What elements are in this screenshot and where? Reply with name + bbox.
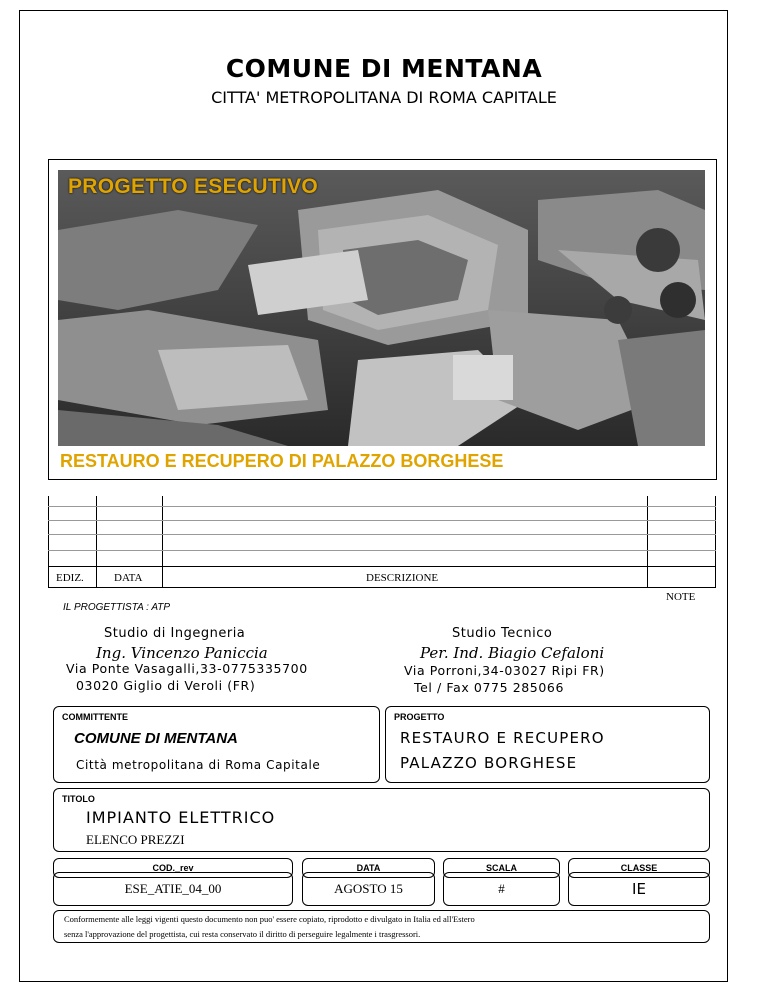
- aerial-photo: [58, 170, 705, 446]
- studio1-name: Ing. Vincenzo Paniccia: [96, 644, 268, 662]
- page-title: COMUNE DI MENTANA: [225, 54, 543, 83]
- revision-table-line: [48, 520, 716, 521]
- page-subtitle: CITTA' METROPOLITANA DI ROMA CAPITALE: [211, 88, 557, 107]
- studio2-name: Per. Ind. Biagio Cefaloni: [420, 644, 605, 662]
- cover-subject: RESTAURO E RECUPERO DI PALAZZO BORGHESE: [60, 451, 504, 471]
- titolo-label: TITOLO: [62, 794, 95, 804]
- data-header: DATA: [302, 858, 435, 878]
- col-data: DATA: [114, 572, 143, 584]
- classe-value: IE: [568, 872, 710, 906]
- titolo-line1: IMPIANTO ELETTRICO: [86, 808, 276, 827]
- studio2-phone: Tel / Fax 0775 285066: [414, 680, 565, 695]
- committente-sub: Città metropolitana di Roma Capitale: [76, 758, 321, 772]
- col-descrizione: DESCRIZIONE: [366, 572, 439, 584]
- progetto-line1: RESTAURO E RECUPERO: [400, 729, 605, 747]
- revision-table-line: [48, 566, 716, 567]
- data-value: AGOSTO 15: [302, 872, 435, 906]
- progetto-label: PROGETTO: [394, 712, 445, 722]
- revision-table-line: [48, 587, 716, 588]
- revision-table-line: [162, 496, 163, 588]
- scala-value: #: [443, 872, 560, 906]
- legal-line1: Conformemente alle leggi vigenti questo documento non puo' essere copiato, riprodotto e divulgato in Italia ed all'Estero: [64, 914, 475, 924]
- legal-notice: [53, 910, 710, 943]
- revision-table-line: [715, 496, 716, 588]
- studio1-city: 03020 Giglio di Veroli (FR): [76, 678, 256, 693]
- classe-header: CLASSE: [568, 858, 710, 878]
- committente-label: COMMITTENTE: [62, 712, 128, 722]
- designer-label: IL PROGETTISTA : ATP: [63, 602, 171, 613]
- scala-header: SCALA: [443, 858, 560, 878]
- col-ediz: EDIZ.: [56, 572, 84, 584]
- revision-table-line: [48, 506, 716, 507]
- col-note: NOTE: [666, 591, 696, 603]
- studio2-address: Via Porroni,34-03027 Ripi FR): [404, 663, 605, 678]
- progetto-line2: PALAZZO BORGHESE: [400, 754, 578, 772]
- revision-table-line: [48, 496, 49, 588]
- studio1-type: Studio di Ingegneria: [104, 626, 246, 641]
- cod-value: ESE_ATIE_04_00: [53, 872, 293, 906]
- revision-table-line: [96, 496, 97, 588]
- titolo-line2: ELENCO PREZZI: [86, 832, 185, 847]
- cod-header: COD._rev: [53, 858, 293, 878]
- studio1-address: Via Ponte Vasagalli,33-0775335700: [66, 661, 308, 676]
- revision-table-line: [48, 534, 716, 535]
- revision-table-line: [647, 496, 648, 588]
- studio2-type: Studio Tecnico: [452, 626, 553, 641]
- legal-line2: senza l'approvazione del progettista, cui resta conservato il diritto di perseguire legalmente i trasgressori.: [64, 929, 421, 939]
- revision-table-line: [48, 550, 716, 551]
- committente-name: COMUNE DI MENTANA: [74, 730, 238, 747]
- cover-title: PROGETTO ESECUTIVO: [68, 175, 319, 198]
